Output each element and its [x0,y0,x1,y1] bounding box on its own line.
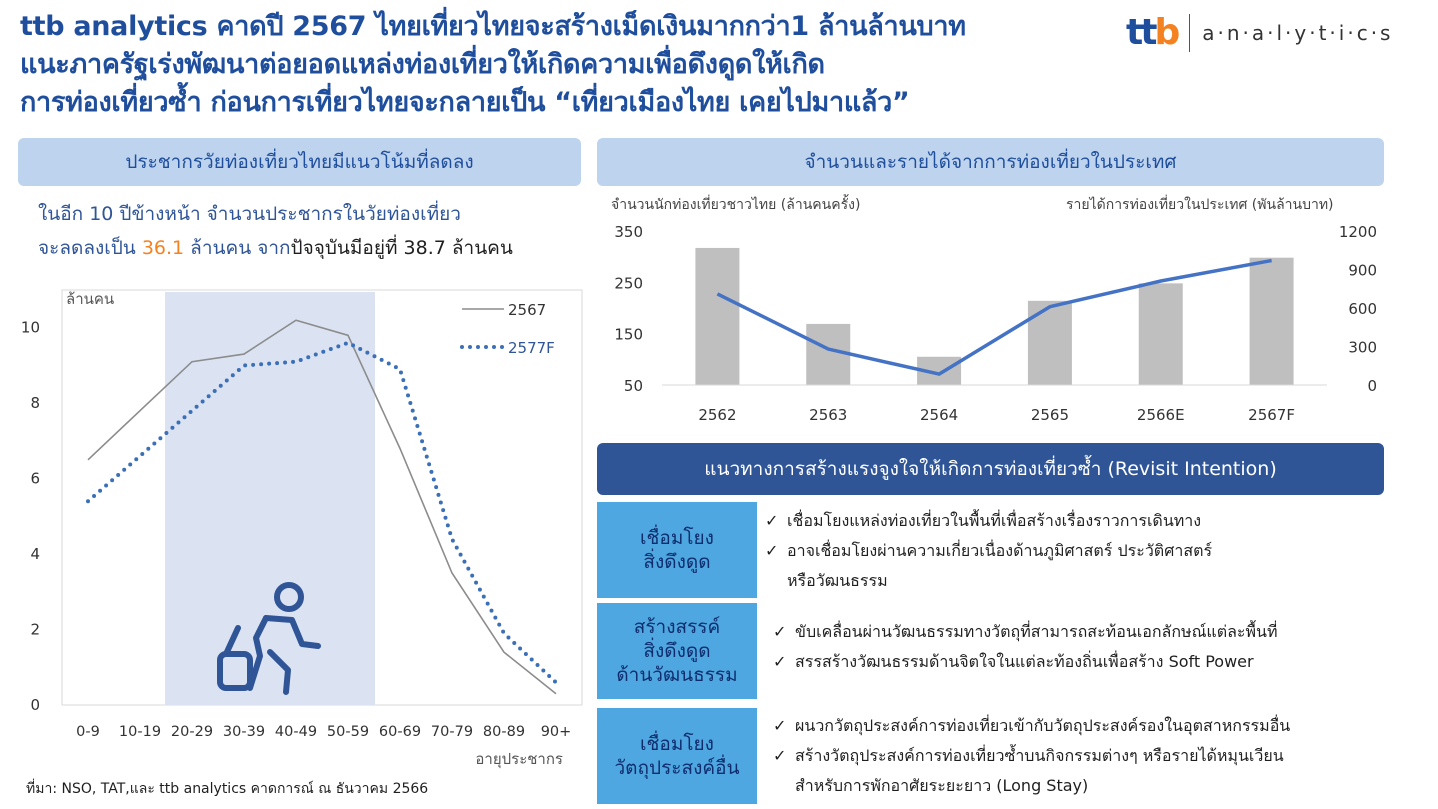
left-tick-label: 50 [623,377,643,395]
summary-highlight-value: 36.1 [141,237,185,259]
list-item: ✓ ผนวกวัตถุประสงค์การท่องเที่ยวเข้ากับวัตถุประสงค์รองในอุตสาหกรรมอื่น [773,711,1290,741]
y-axis-label: ล้านคน [66,290,115,308]
bar [1139,283,1183,385]
left-panel-header: ประชากรวัยท่องเที่ยวไทยมีแนวโน้มที่ลดลง [18,138,581,186]
left-tick-label: 250 [614,274,643,293]
bar-right-axis-label: รายได้การท่องเที่ยวในประเทศ (พันล้านบาท) [1066,197,1334,213]
revisit-box-3: เชื่อมโยง วัตถุประสงค์อื่น [597,708,757,804]
bar [806,324,850,385]
x-tick-label: 2567F [1248,406,1295,424]
legend-label: 2577F [508,339,555,357]
check-icon: ✓ [773,746,787,765]
revisit-bullets-2 [773,617,1278,677]
x-tick-label: 50-59 [326,724,370,740]
y-tick-label: 10 [20,318,40,337]
x-tick-label: 60-69 [378,724,422,740]
check-icon: ✓ [773,716,787,735]
y-tick-label: 6 [30,469,40,488]
x-tick-label: 0-9 [76,724,100,740]
bar-left-axis-label: จำนวนนักท่องเที่ยวชาวไทย (ล้านคนครั้ง) [611,197,861,213]
summary-line-2: จะลดลงเป็น 36.1 ล้านคน จากปัจจุบันมีอยู่ที่ 38.7 ล้านคน [38,237,513,259]
list-item-continuation: หรือวัฒนธรรม [787,571,888,590]
revisit-box-2: สร้างสรรค์ สิ่งดึงดูด ด้านวัฒนธรรม [597,603,757,699]
list-item: ✓ ขับเคลื่อนผ่านวัฒนธรรมทางวัตถุที่สามารถสะท้อนเอกลักษณ์แต่ละพื้นที่ [773,617,1278,647]
revisit-bullets-3 [773,711,1290,801]
check-icon: ✓ [773,652,787,671]
bar [1028,301,1072,385]
right-tick-label: 600 [1348,300,1377,318]
check-icon: ✓ [765,541,779,560]
headline [20,8,1100,122]
right-tick-label: 0 [1367,377,1377,395]
headline-line-3: การท่องเที่ยวซ้ำ ก่อนการเที่ยวไทยจะกลายเป็น “เที่ยวเมืองไทย เคยไปมาแล้ว” [20,87,910,118]
bar [1250,258,1294,385]
right-panel-header: จำนวนและรายได้จากการท่องเที่ยวในประเทศ [597,138,1384,186]
y-tick-label: 8 [30,394,40,413]
bar [695,248,739,385]
x-tick-label: 2563 [809,406,848,424]
left-tick-label: 350 [614,223,643,241]
x-tick-label: 80-89 [482,724,526,740]
source-note: ที่มา: NSO, TAT,และ ttb analytics คาดการณ์ ณ ธันวาคม 2566 [26,781,429,797]
y-tick-label: 2 [30,620,40,639]
y-tick-label: 4 [30,545,40,564]
logo-wordmark: a·n·a·l·y·t·i·c·s [1202,21,1394,45]
x-tick-label: 2565 [1030,406,1070,424]
right-tick-label: 1200 [1338,223,1377,241]
ttb-analytics-logo [1126,12,1393,54]
x-tick-label: 2562 [698,406,737,424]
x-tick-label: 2566E [1136,406,1185,424]
left-tick-label: 150 [614,325,643,344]
legend-label: 2567 [508,301,547,319]
x-tick-label: 70-79 [430,724,474,740]
list-item: ✓ อาจเชื่อมโยงผ่านความเกี่ยวเนื่องด้านภูมิศาสตร์ ประวัติศาสตร์ [765,536,1212,566]
revenue-line [717,261,1271,375]
headline-line-2: แนะภาครัฐเร่งพัฒนาต่อยอดแหล่งท่องเที่ยวให้เกิดความเพื่อดึงดูดให้เกิด [20,49,825,80]
x-tick-label: 30-39 [222,724,266,740]
list-item-continuation: สำหรับการพักอาศัยระยะยาว (Long Stay) [795,776,1089,795]
x-axis-label: อายุประชากร [475,750,563,768]
headline-line-1: ttb analytics คาดปี 2567 ไทยเที่ยวไทยจะสร้างเม็ดเงินมากกว่า1 ล้านล้านบาท [20,11,966,42]
x-tick-label: 2564 [919,406,959,424]
right-tick-label: 900 [1348,261,1377,280]
revisit-box-1: เชื่อมโยง สิ่งดึงดูด [597,502,757,598]
check-icon: ✓ [765,511,779,530]
ttb-logo-mark: ttb [1126,12,1178,53]
highlight-band [165,292,375,705]
x-tick-label: 40-49 [274,724,318,740]
list-item: ✓ สรรสร้างวัฒนธรรมด้านจิตใจในแต่ละท้องถิ่นเพื่อสร้าง Soft Power [773,647,1278,677]
logo-divider [1189,14,1190,52]
x-tick-label: 90+ [540,724,572,740]
right-tick-label: 300 [1348,338,1377,357]
summary-line-1: ในอีก 10 ปีข้างหน้า จำนวนประชากรในวัยท่องเที่ยว [38,203,461,225]
revisit-bullets-1 [765,506,1212,596]
x-tick-label: 20-29 [170,724,214,740]
check-icon: ✓ [773,622,787,641]
list-item: ✓ สร้างวัตถุประสงค์การท่องเที่ยวซ้ำบนกิจกรรมต่างๆ หรือรายได้หมุนเวียน [773,741,1290,771]
revisit-header: แนวทางการสร้างแรงจูงใจให้เกิดการท่องเที่ยวซ้ำ (Revisit Intention) [597,443,1384,495]
tourism-combo-chart [597,215,1387,435]
y-tick-label: 0 [30,696,40,714]
population-line-chart [0,280,590,775]
x-tick-label: 10-19 [118,724,162,740]
left-panel-summary [38,197,578,265]
list-item: ✓ เชื่อมโยงแหล่งท่องเที่ยวในพื้นที่เพื่อสร้างเรื่องราวการเดินทาง [765,506,1212,536]
